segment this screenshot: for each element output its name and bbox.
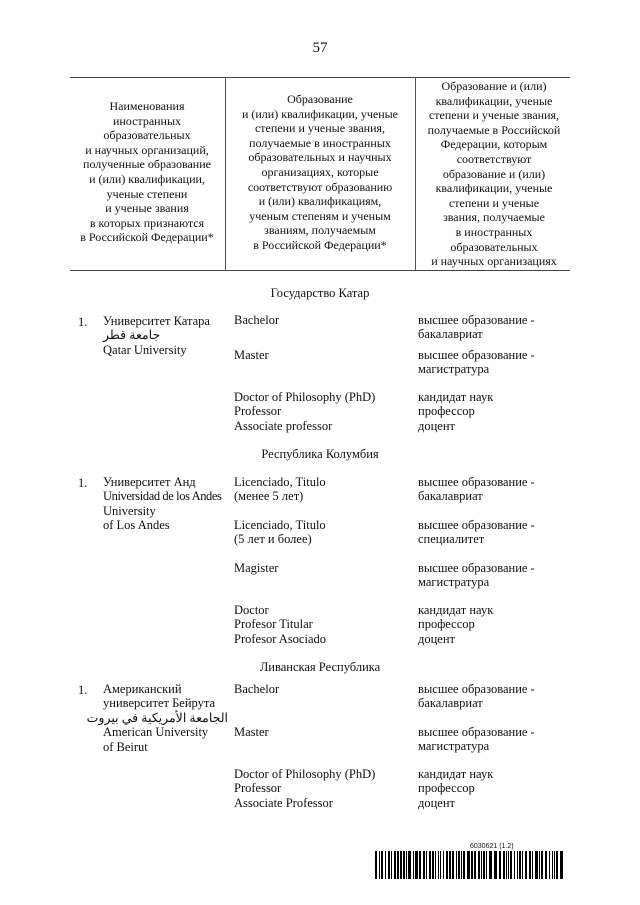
qual-line: Profesor Asociado [234, 631, 326, 646]
foreign-qualification [234, 348, 414, 362]
qual-line: Licenciado, Titulo [234, 518, 326, 532]
barcode-bar [525, 851, 527, 879]
qual-line: (5 лет и более) [234, 532, 312, 547]
header-line: Образование и (или) [441, 79, 547, 93]
country-heading: Республика Колумбия [261, 447, 379, 461]
barcode-bar [489, 851, 492, 879]
barcode-bar [461, 851, 462, 879]
barcode-bar [388, 851, 390, 879]
org-line-arabic: جامعة قطر [103, 328, 161, 343]
org-line: Американский [103, 682, 182, 696]
header-line: образовательных [450, 239, 538, 254]
barcode-bar [429, 851, 431, 879]
barcode-bar [440, 851, 441, 879]
russian-equivalent [418, 561, 568, 590]
org-name [103, 475, 228, 533]
equiv-line: бакалавриат [418, 327, 483, 342]
header-col1 [72, 99, 222, 245]
equiv-line: бакалавриат [418, 489, 483, 504]
org-line: of Beirut [103, 739, 148, 754]
barcode-bar [458, 851, 460, 879]
russian-equivalent [418, 313, 568, 342]
qual-line: (менее 5 лет) [234, 489, 304, 504]
barcode-bar [474, 851, 476, 879]
row-number: 1. [78, 315, 88, 329]
qual-line: Professor [234, 404, 282, 419]
russian-equivalent [418, 348, 568, 377]
qual-line: Doctor of Philosophy (PhD) [234, 767, 376, 781]
barcode-bar [545, 851, 547, 879]
foreign-qualification [234, 475, 414, 504]
barcode-bar [413, 851, 414, 879]
equiv-line: профессор [418, 617, 475, 632]
barcode-bar [446, 851, 448, 879]
header-line: образовательных и научных [248, 150, 392, 165]
equiv-line: высшее образование - [418, 313, 535, 327]
barcode-bar [506, 851, 507, 879]
foreign-qualification [234, 561, 414, 575]
russian-equivalent [418, 725, 568, 754]
org-line-arabic: الجامعة الأمريكية في بيروت [86, 710, 228, 725]
equiv-line: доцент [418, 795, 455, 810]
barcode-bar [456, 851, 457, 879]
foreign-qualification [234, 518, 414, 547]
header-line: Федерации, которым [440, 137, 548, 152]
barcode-bar [449, 851, 451, 879]
barcode-bar [419, 851, 421, 879]
equiv-line: высшее образование - [418, 725, 535, 739]
barcode-bar [415, 851, 418, 879]
barcode-bar [541, 851, 543, 879]
barcode-bar [385, 851, 386, 879]
header-line: полученные образование [83, 157, 211, 172]
barcode-bar [478, 851, 480, 879]
equiv-line: высшее образование - [418, 475, 535, 489]
barcode-bar [535, 851, 538, 879]
header-line: соответствуют [456, 151, 532, 166]
header-line: в иностранных [455, 224, 533, 239]
qual-line: Doctor of Philosophy (PhD) [234, 390, 376, 404]
header-line: в Российской Федерации* [80, 230, 214, 245]
equiv-line: высшее образование - [418, 518, 535, 532]
org-line: Университет Анд [103, 475, 196, 489]
equiv-line: высшее образование - [418, 682, 535, 696]
header-top-rule [70, 77, 570, 78]
foreign-qualification [234, 390, 414, 433]
barcode-bar [467, 851, 470, 879]
barcode-bar [379, 851, 380, 879]
barcode-bar [406, 851, 407, 879]
header-line: иностранных [112, 113, 182, 128]
equiv-line: доцент [418, 418, 455, 433]
qual-line: Associate Professor [234, 795, 333, 810]
qual-line: Magister [234, 561, 279, 575]
header-line: квалификации, ученые [435, 181, 553, 196]
barcode-bar [400, 851, 402, 879]
country-heading: Государство Катар [270, 286, 370, 300]
barcode-bar [471, 851, 473, 879]
qual-line: Master [234, 725, 269, 739]
header-line: образование и (или) [442, 166, 546, 181]
barcode-bar [529, 851, 531, 879]
barcode-bar [481, 851, 482, 879]
equiv-line: бакалавриат [418, 696, 483, 711]
equiv-line: доцент [418, 631, 455, 646]
equiv-line: магистратура [418, 739, 490, 754]
barcode-bar [552, 851, 553, 879]
barcode-bar [408, 851, 411, 879]
barcode-bar [463, 851, 465, 879]
barcode-bar [432, 851, 434, 879]
header-line: степени и ученые звания, [254, 121, 386, 136]
org-line: University [103, 503, 156, 518]
header-line: в которых признаются [89, 215, 205, 230]
qual-line: Licenciado, Titulo [234, 475, 326, 489]
qual-line: Associate professor [234, 418, 333, 433]
header-line: и (или) квалификации, [89, 171, 205, 186]
russian-equivalent [418, 475, 568, 504]
equiv-line: кандидат наук [418, 767, 494, 781]
header-col3 [418, 79, 570, 269]
foreign-qualification [234, 682, 414, 696]
qual-line: Profesor Titular [234, 617, 313, 632]
barcode-number: 6030621 (1.2) [470, 843, 514, 850]
barcode-bar [483, 851, 485, 879]
barcode-bar [514, 851, 515, 879]
page-number: 57 [312, 40, 328, 56]
barcode-bar [391, 851, 392, 879]
barcode-bar [539, 851, 540, 879]
qual-line: Professor [234, 781, 282, 796]
barcode-bar [403, 851, 405, 879]
qual-line: Doctor [234, 603, 269, 617]
header-line: и (или) квалификации, ученые [241, 106, 399, 121]
barcode-bar [499, 851, 501, 879]
row-number: 1. [78, 476, 88, 490]
header-line: Образование [287, 92, 353, 106]
header-line: соответствуют образованию [247, 179, 393, 194]
barcode-bar [503, 851, 505, 879]
header-line: организациях, которые [261, 164, 379, 179]
foreign-qualification [234, 767, 414, 810]
barcode [375, 851, 565, 879]
russian-equivalent [418, 682, 568, 711]
barcode-bar [423, 851, 425, 879]
header-line: ученые степени [106, 186, 188, 201]
qual-line: Master [234, 348, 269, 362]
org-line: Университет Катара [103, 314, 210, 328]
org-name [103, 314, 228, 357]
barcode-bar [554, 851, 555, 879]
russian-equivalent [418, 390, 568, 433]
barcode-bar [532, 851, 533, 879]
org-line: Universidad de los Andes [103, 489, 222, 504]
equiv-line: высшее образование - [418, 561, 535, 575]
barcode-bar [522, 851, 523, 879]
header-line: и ученые звания [105, 201, 189, 216]
barcode-bar [438, 851, 439, 879]
barcode-bar [494, 851, 497, 879]
equiv-line: высшее образование - [418, 348, 535, 362]
header-line: и научных организаций, [85, 142, 209, 157]
barcode-bar [394, 851, 396, 879]
header-line: званиям, получаемым [264, 223, 376, 238]
qual-line: Bachelor [234, 682, 280, 696]
barcode-bar [486, 851, 487, 879]
header-line: степени и ученые звания, [428, 108, 560, 123]
country-heading: Ливанская Республика [259, 660, 381, 674]
header-line: в Российской Федерации* [253, 237, 387, 252]
row-number: 1. [78, 683, 88, 697]
header-bottom-rule [70, 270, 570, 271]
foreign-qualification [234, 725, 414, 739]
header-line: получаемые в Российской [427, 122, 561, 137]
header-line: Наименования [109, 99, 185, 113]
org-line: American University [103, 725, 209, 740]
barcode-bar [517, 851, 518, 879]
equiv-line: магистратура [418, 575, 490, 590]
org-line: of Los Andes [103, 518, 170, 533]
org-name [86, 682, 228, 754]
equiv-line: кандидат наук [418, 390, 494, 404]
header-line: звания, получаемые [443, 210, 545, 225]
russian-equivalent [418, 603, 568, 646]
header-line: получаемые в иностранных [249, 135, 391, 150]
equiv-line: профессор [418, 781, 475, 796]
equiv-line: кандидат наук [418, 603, 494, 617]
foreign-qualification [234, 603, 414, 646]
header-line: ученым степеням и ученым [249, 208, 391, 223]
equiv-line: специалитет [418, 532, 485, 547]
qual-line: Bachelor [234, 313, 280, 327]
header-line: квалификации, ученые [435, 93, 553, 108]
header-line: образовательных [103, 128, 191, 143]
russian-equivalent [418, 518, 568, 547]
barcode-bar [381, 851, 383, 879]
barcode-bar [508, 851, 509, 879]
barcode-bar [556, 851, 558, 879]
equiv-line: профессор [418, 404, 475, 419]
barcode-bar [397, 851, 399, 879]
russian-equivalent [418, 767, 568, 810]
header-col2 [228, 92, 412, 253]
barcode-bar [426, 851, 427, 879]
barcode-bar [375, 851, 377, 879]
barcode-bar [452, 851, 454, 879]
barcode-bar [510, 851, 512, 879]
barcode-bar [560, 851, 563, 879]
equiv-line: магистратура [418, 362, 490, 377]
barcode-bar [443, 851, 444, 879]
header-line: степени и ученые [448, 195, 540, 210]
barcode-bar [435, 851, 436, 879]
barcode-bar [549, 851, 550, 879]
header-line: и научных организациях [431, 254, 557, 269]
header-divider-2 [415, 77, 416, 270]
header-line: и (или) квалификациям, [258, 194, 382, 209]
barcode-bar [519, 851, 521, 879]
foreign-qualification [234, 313, 414, 327]
org-line: Qatar University [103, 342, 187, 357]
header-divider-1 [225, 77, 226, 270]
org-line: университет Бейрута [103, 696, 216, 711]
